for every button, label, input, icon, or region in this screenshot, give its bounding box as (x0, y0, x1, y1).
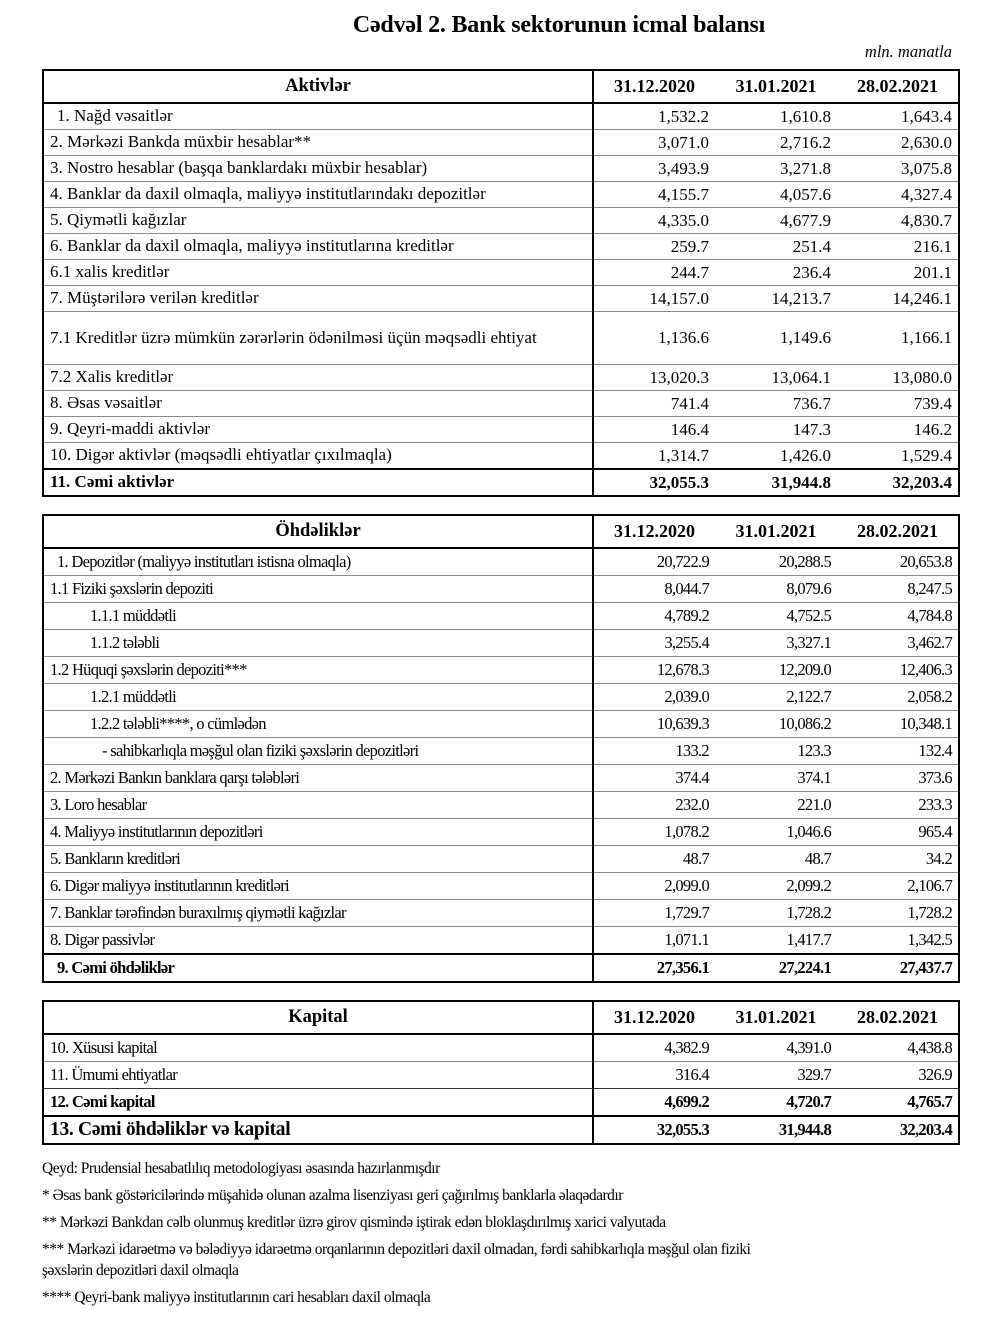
table-row (43, 182, 959, 208)
row-label: 2. Mərkəzi Bankda müxbir hesablar** (43, 130, 593, 156)
cell-value: 4,327.4 (837, 182, 959, 208)
row-label: 2. Mərkəzi Bankın banklara qarşı tələbləri (43, 765, 593, 792)
cell-value: 1,729.7 (593, 900, 715, 927)
cell-value: 14,213.7 (715, 286, 837, 312)
cell-value: 32,055.3 (593, 1116, 715, 1144)
cell-value: 2,630.0 (837, 130, 959, 156)
cell-value: 132.4 (837, 738, 959, 765)
cell-value: 27,437.7 (837, 954, 959, 982)
table-row (43, 792, 959, 819)
column-header-date: 31.01.2021 (715, 1001, 837, 1034)
row-label: 11. Cəmi aktivlər (43, 469, 593, 496)
row-label: 1.2.1 müddətli (43, 684, 593, 711)
cell-value: 739.4 (837, 391, 959, 417)
cell-value: 32,203.4 (837, 1116, 959, 1144)
section-gap (42, 497, 958, 514)
cell-value: 4,438.8 (837, 1034, 959, 1062)
footnote: * Əsas bank göstəricilərində müşahidə olunan azalma lisenziyası geri çağırılmış banklarla əlaqədardır (42, 1187, 623, 1204)
section-title: Kapital (43, 1001, 593, 1034)
cell-value: 1,529.4 (837, 443, 959, 470)
cell-value: 1,078.2 (593, 819, 715, 846)
cell-value: 329.7 (715, 1062, 837, 1089)
table-row (43, 103, 959, 130)
table-row (43, 548, 959, 576)
row-label: 5. Qiymətli kağızlar (43, 208, 593, 234)
footnote: ** Mərkəzi Bankdan cəlb olunmuş kreditlər üzrə girov qismində iştirak edən bloklaşdırılmış xarici valyutada (42, 1214, 666, 1231)
table-row (43, 469, 959, 496)
column-header-date: 28.02.2021 (837, 515, 959, 548)
balance-table-kapital (42, 1000, 960, 1145)
row-label: 1. Nağd vəsaitlər (43, 103, 593, 130)
column-header-date: 31.01.2021 (715, 70, 837, 103)
cell-value: 3,327.1 (715, 630, 837, 657)
section-title: Aktivlər (43, 70, 593, 103)
cell-value: 48.7 (593, 846, 715, 873)
cell-value: 201.1 (837, 260, 959, 286)
cell-value: 251.4 (715, 234, 837, 260)
cell-value: 1,728.2 (715, 900, 837, 927)
cell-value: 3,462.7 (837, 630, 959, 657)
cell-value: 10,348.1 (837, 711, 959, 738)
cell-value: 316.4 (593, 1062, 715, 1089)
table-row (43, 900, 959, 927)
unit-note: mln. manatla (864, 42, 952, 61)
cell-value: 1,532.2 (593, 103, 715, 130)
row-label: 1.2 Hüquqi şəxslərin depoziti*** (43, 657, 593, 684)
row-label: 3. Nostro hesablar (başqa banklardakı müxbir hesablar) (43, 156, 593, 182)
page-title: Cədvəl 2. Bank sektorunun icmal balansı (352, 12, 766, 38)
footnotes (42, 1158, 958, 1308)
row-label: - sahibkarlıqla məşğul olan fiziki şəxslərin depozitləri (43, 738, 593, 765)
row-label: 4. Maliyyə institutlarının depozitləri (43, 819, 593, 846)
row-label: 8. Digər passivlər (43, 927, 593, 955)
cell-value: 2,039.0 (593, 684, 715, 711)
cell-value: 259.7 (593, 234, 715, 260)
balance-tables (42, 69, 958, 1145)
table-row (43, 208, 959, 234)
cell-value: 20,288.5 (715, 548, 837, 576)
cell-value: 2,099.0 (593, 873, 715, 900)
table-row (43, 234, 959, 260)
cell-value: 2,122.7 (715, 684, 837, 711)
table-row (43, 846, 959, 873)
cell-value: 221.0 (715, 792, 837, 819)
cell-value: 20,653.8 (837, 548, 959, 576)
cell-value: 1,136.6 (593, 312, 715, 365)
cell-value: 1,166.1 (837, 312, 959, 365)
row-label: 6. Digər maliyyə institutlarının kreditləri (43, 873, 593, 900)
cell-value: 3,071.0 (593, 130, 715, 156)
table-row (43, 873, 959, 900)
cell-value: 13,064.1 (715, 365, 837, 391)
cell-value: 374.1 (715, 765, 837, 792)
cell-value: 736.7 (715, 391, 837, 417)
cell-value: 233.3 (837, 792, 959, 819)
row-label: 3. Loro hesablar (43, 792, 593, 819)
cell-value: 3,493.9 (593, 156, 715, 182)
cell-value: 48.7 (715, 846, 837, 873)
table-row (43, 657, 959, 684)
cell-value: 4,830.7 (837, 208, 959, 234)
row-label: 13. Cəmi öhdəliklər və kapital (43, 1116, 593, 1144)
cell-value: 12,406.3 (837, 657, 959, 684)
column-header-date: 31.12.2020 (593, 515, 715, 548)
cell-value: 2,716.2 (715, 130, 837, 156)
table-row (43, 391, 959, 417)
cell-value: 1,314.7 (593, 443, 715, 470)
cell-value: 1,426.0 (715, 443, 837, 470)
cell-value: 2,058.2 (837, 684, 959, 711)
column-header-date: 31.01.2021 (715, 515, 837, 548)
row-label: 4. Banklar da daxil olmaqla, maliyyə institutlarındakı depozitlər (43, 182, 593, 208)
table-row (43, 1089, 959, 1117)
cell-value: 4,789.2 (593, 603, 715, 630)
footnote: Qeyd: Prudensial hesabatlılıq metodologiyası əsasında hazırlanmışdır (42, 1160, 440, 1177)
cell-value: 3,255.4 (593, 630, 715, 657)
table-row (43, 684, 959, 711)
table-row (43, 1034, 959, 1062)
table-row (43, 765, 959, 792)
row-label: 6.1 xalis kreditlər (43, 260, 593, 286)
row-label: 1.2.2 tələbli****, o cümlədən (43, 711, 593, 738)
cell-value: 4,335.0 (593, 208, 715, 234)
cell-value: 27,224.1 (715, 954, 837, 982)
table-row (43, 603, 959, 630)
cell-value: 147.3 (715, 417, 837, 443)
row-label: 9. Cəmi öhdəliklər (43, 954, 593, 982)
cell-value: 12,678.3 (593, 657, 715, 684)
table-row (43, 1062, 959, 1089)
cell-value: 1,046.6 (715, 819, 837, 846)
footnote: *** Mərkəzi idarəetmə və bələdiyyə idarəetmə orqanlarının depozitləri daxil olmadan, fərdi sahibkarlıqla məşğul olan fiziki şəxslərin depozitləri daxil olmaqla (42, 1241, 751, 1279)
table-row (43, 443, 959, 470)
row-label: 11. Ümumi ehtiyatlar (43, 1062, 593, 1089)
section-header-row (43, 515, 959, 548)
table-row (43, 927, 959, 955)
cell-value: 965.4 (837, 819, 959, 846)
table-row (43, 954, 959, 982)
row-label: 12. Cəmi kapital (43, 1089, 593, 1117)
section-header-row (43, 70, 959, 103)
row-label: 10. Xüsusi kapital (43, 1034, 593, 1062)
cell-value: 4,391.0 (715, 1034, 837, 1062)
balance-table-aktivler (42, 69, 960, 497)
cell-value: 244.7 (593, 260, 715, 286)
cell-value: 216.1 (837, 234, 959, 260)
cell-value: 374.4 (593, 765, 715, 792)
row-label: 7. Banklar tərəfindən buraxılmış qiymətli kağızlar (43, 900, 593, 927)
cell-value: 1,643.4 (837, 103, 959, 130)
cell-value: 1,417.7 (715, 927, 837, 955)
cell-value: 3,075.8 (837, 156, 959, 182)
cell-value: 3,271.8 (715, 156, 837, 182)
cell-value: 236.4 (715, 260, 837, 286)
table-row (43, 312, 959, 365)
table-row (43, 738, 959, 765)
cell-value: 31,944.8 (715, 1116, 837, 1144)
table-row (43, 819, 959, 846)
cell-value: 326.9 (837, 1062, 959, 1089)
cell-value: 13,020.3 (593, 365, 715, 391)
section-header-row (43, 1001, 959, 1034)
cell-value: 4,720.7 (715, 1089, 837, 1117)
cell-value: 31,944.8 (715, 469, 837, 496)
cell-value: 1,342.5 (837, 927, 959, 955)
table-row (43, 1116, 959, 1144)
cell-value: 4,752.5 (715, 603, 837, 630)
table-row (43, 711, 959, 738)
cell-value: 2,099.2 (715, 873, 837, 900)
cell-value: 741.4 (593, 391, 715, 417)
cell-value: 8,044.7 (593, 576, 715, 603)
section-title: Öhdəliklər (43, 515, 593, 548)
cell-value: 14,157.0 (593, 286, 715, 312)
table-row (43, 130, 959, 156)
row-label: 9. Qeyri-maddi aktivlər (43, 417, 593, 443)
cell-value: 10,639.3 (593, 711, 715, 738)
row-label: 7.2 Xalis kreditlər (43, 365, 593, 391)
cell-value: 4,765.7 (837, 1089, 959, 1117)
column-header-date: 31.12.2020 (593, 70, 715, 103)
balance-table-ohdelikler (42, 514, 960, 983)
table-row (43, 260, 959, 286)
cell-value: 133.2 (593, 738, 715, 765)
cell-value: 1,728.2 (837, 900, 959, 927)
cell-value: 1,149.6 (715, 312, 837, 365)
table-row (43, 286, 959, 312)
cell-value: 20,722.9 (593, 548, 715, 576)
cell-value: 4,784.8 (837, 603, 959, 630)
cell-value: 1,610.8 (715, 103, 837, 130)
table-row (43, 576, 959, 603)
cell-value: 10,086.2 (715, 711, 837, 738)
row-label: 1.1.1 müddətli (43, 603, 593, 630)
cell-value: 32,203.4 (837, 469, 959, 496)
cell-value: 4,677.9 (715, 208, 837, 234)
row-label: 1.1 Fiziki şəxslərin depoziti (43, 576, 593, 603)
footnote: **** Qeyri-bank maliyyə institutlarının cari hesabları daxil olmaqla (42, 1289, 431, 1306)
row-label: 10. Digər aktivlər (məqsədli ehtiyatlar çıxılmaqla) (43, 443, 593, 470)
cell-value: 8,247.5 (837, 576, 959, 603)
cell-value: 14,246.1 (837, 286, 959, 312)
cell-value: 13,080.0 (837, 365, 959, 391)
row-label: 1. Depozitlər (maliyyə institutları istisna olmaqla) (43, 548, 593, 576)
table-row (43, 365, 959, 391)
row-label: 5. Bankların kreditləri (43, 846, 593, 873)
cell-value: 8,079.6 (715, 576, 837, 603)
row-label: 7. Müştərilərə verilən kreditlər (43, 286, 593, 312)
column-header-date: 28.02.2021 (837, 70, 959, 103)
cell-value: 4,057.6 (715, 182, 837, 208)
cell-value: 123.3 (715, 738, 837, 765)
column-header-date: 28.02.2021 (837, 1001, 959, 1034)
cell-value: 373.6 (837, 765, 959, 792)
cell-value: 4,382.9 (593, 1034, 715, 1062)
row-label: 7.1 Kreditlər üzrə mümkün zərərlərin ödənilməsi üçün məqsədli ehtiyat (43, 312, 593, 365)
cell-value: 12,209.0 (715, 657, 837, 684)
row-label: 8. Əsas vəsaitlər (43, 391, 593, 417)
row-label: 1.1.2 tələbli (43, 630, 593, 657)
section-gap (42, 983, 958, 1000)
cell-value: 4,699.2 (593, 1089, 715, 1117)
cell-value: 32,055.3 (593, 469, 715, 496)
column-header-date: 31.12.2020 (593, 1001, 715, 1034)
table-row (43, 630, 959, 657)
cell-value: 232.0 (593, 792, 715, 819)
cell-value: 1,071.1 (593, 927, 715, 955)
cell-value: 34.2 (837, 846, 959, 873)
cell-value: 2,106.7 (837, 873, 959, 900)
cell-value: 146.4 (593, 417, 715, 443)
cell-value: 146.2 (837, 417, 959, 443)
cell-value: 4,155.7 (593, 182, 715, 208)
row-label: 6. Banklar da daxil olmaqla, maliyyə institutlarına kreditlər (43, 234, 593, 260)
table-row (43, 156, 959, 182)
table-row (43, 417, 959, 443)
cell-value: 27,356.1 (593, 954, 715, 982)
